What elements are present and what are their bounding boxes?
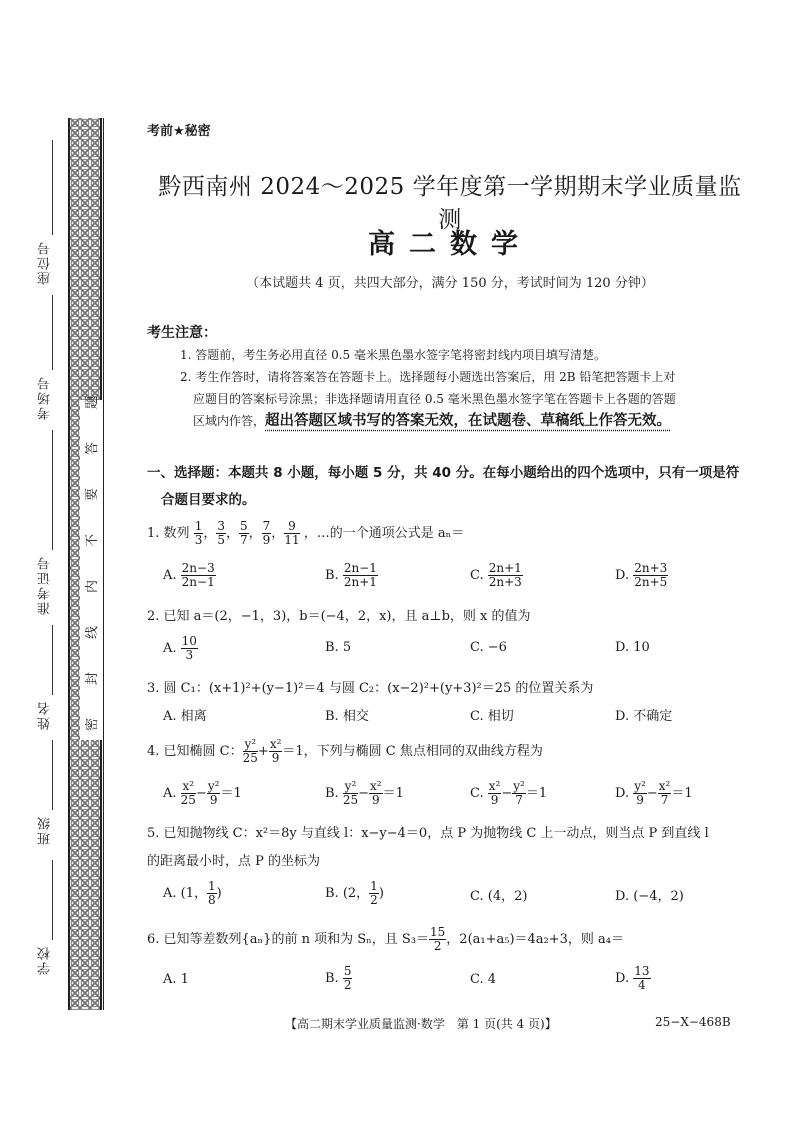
seal-char: 密 — [85, 717, 101, 732]
q5-b-den: 2 — [370, 893, 378, 907]
q4-option-frac-2 — [207, 780, 221, 807]
q1-option — [325, 562, 378, 589]
q4-option-frac-2-den: 9 — [371, 793, 380, 807]
q6-option-b — [325, 965, 352, 992]
q2-a-den: 3 — [185, 648, 194, 662]
q6-d-label: D. — [615, 971, 630, 986]
q4-option-frac-2 — [369, 780, 383, 807]
q2-a-num: 10 — [181, 634, 197, 648]
q5-option-a — [163, 880, 222, 907]
paper-code: 25−X−468B — [655, 1015, 731, 1029]
notice-item-2a: 2. 考生作答时，请将答案答在答题卡上。选择题每小题选出答案后，用 2B 铅笔把答题卡上对 — [180, 370, 676, 384]
q6-pre: 6. 已知等差数列{aₙ}的前 n 项和为 Sₙ，且 S₃＝ — [147, 932, 430, 947]
q2-a-fraction — [181, 635, 198, 662]
q4-option-frac-2 — [658, 780, 672, 807]
q1-term-den: 3 — [194, 533, 203, 547]
section-1-heading — [147, 460, 759, 514]
q4-option-label: A. — [163, 786, 181, 801]
seal-line — [103, 118, 104, 1010]
notice-item-2c-text: 区域内作答， — [193, 414, 266, 428]
q4-frac-2 — [269, 738, 283, 765]
q4-option-eq: ＝1 — [671, 786, 693, 801]
q4-option-frac-1-num: x² — [182, 779, 195, 793]
class-label: 班级 — [38, 815, 53, 845]
q4-f1-num: y² — [244, 737, 257, 751]
q1-option-label: B. — [325, 568, 343, 583]
exam-title: 黔西南州 2024～2025 学年度第一学期期末学业质量监测 — [158, 174, 742, 233]
q4-option-label: B. — [325, 786, 343, 801]
q5-option-d: D. (−4，2) — [615, 889, 684, 904]
q4-option-minus: − — [646, 786, 658, 801]
q1-option-label: D. — [615, 568, 634, 583]
q3-option-d: D. 不确定 — [615, 709, 673, 724]
q6-d-num: 13 — [634, 964, 650, 978]
q1-option-fraction-num: 2n+1 — [488, 561, 522, 575]
q2-option-c: C. −6 — [470, 640, 507, 655]
q6-b-num: 5 — [343, 964, 352, 978]
q2-option-a — [163, 635, 198, 662]
q4-option-minus: − — [195, 786, 207, 801]
q6-option-a: A. 1 — [163, 972, 189, 987]
q1-suffix: ，…的一个通项公式是 aₙ＝ — [303, 526, 465, 541]
q4-option-frac-1 — [181, 780, 196, 807]
q4-option-frac-2-num: y² — [513, 779, 525, 793]
q5-b-label: B. — [325, 886, 339, 901]
question-1 — [147, 520, 767, 547]
exam-room-label: 考场号 — [38, 375, 53, 420]
q1-term-num: 3 — [217, 519, 225, 533]
q4-post: ＝1，下列与椭圆 C 焦点相同的双曲线方程为 — [282, 744, 543, 759]
q5-a-label: A. — [163, 886, 177, 901]
q4-option-frac-1-num: x² — [488, 779, 501, 793]
q4-option-frac-2-den: 7 — [660, 793, 669, 807]
q1-option-fraction-num: 2n−3 — [181, 561, 215, 575]
notice-item-1: 1. 答题前，考生务必用直径 0.5 毫米黑色墨水签字笔将密封线内项目填写清楚。 — [180, 348, 606, 362]
q5-a-pre: (1， — [180, 886, 208, 901]
q4-option-label: C. — [470, 786, 488, 801]
q4-option-label: D. — [615, 786, 634, 801]
q1-option-label: C. — [470, 568, 488, 583]
q6-option-c: C. 4 — [470, 972, 497, 987]
q1-term-num: 1 — [194, 519, 203, 533]
q1-option-fraction — [633, 562, 668, 589]
q4-pre: 4. 已知椭圆 C： — [147, 744, 243, 759]
q1-sequence — [194, 519, 300, 547]
q6-option-d — [615, 965, 651, 992]
q5-b-fraction — [369, 880, 379, 907]
question-6 — [147, 926, 767, 953]
q1-term-num: 7 — [262, 519, 271, 533]
school-line — [52, 860, 53, 940]
school-label: 学校 — [38, 945, 53, 975]
q3-option-c: C. 相切 — [470, 709, 514, 724]
q1-term — [216, 520, 226, 547]
q5-a-fraction — [207, 880, 217, 907]
secret-mark: 考前★秘密 — [147, 124, 211, 139]
q6-b-den: 2 — [343, 978, 352, 992]
seal-char: 答 — [85, 441, 101, 456]
q5-b-num: 1 — [370, 879, 378, 893]
notice-emphasis: 超出答题区域书写的答案无效，在试题卷、草稿纸上作答无效。 — [265, 413, 672, 429]
q4-option — [325, 780, 404, 807]
q5-a-den: 8 — [208, 893, 216, 907]
q4-f1-den: 25 — [242, 751, 258, 765]
q1-option-fraction — [343, 562, 378, 589]
q6-b-label: B. — [325, 971, 339, 986]
q4-f2-den: 9 — [271, 751, 280, 765]
q1-term — [194, 520, 204, 547]
q4-option-frac-1 — [633, 780, 647, 807]
question-3: 3. 圆 C₁：(x+1)²+(y−1)²＝4 与圆 C₂：(x−2)²+(y+3)²＝25 的位置关系为 — [147, 681, 594, 696]
seal-char: 题 — [85, 395, 101, 410]
q6-post: ，2(a₁+a₅)＝4a₂+3，则 a₄＝ — [446, 932, 625, 947]
name-line — [52, 625, 53, 695]
q1-term-den: 7 — [240, 533, 248, 547]
seal-char: 不 — [85, 533, 101, 548]
notice-item-2c — [193, 411, 753, 431]
q6-b-fraction — [343, 965, 353, 992]
exam-room-line — [52, 295, 53, 370]
q1-term-den: 9 — [262, 533, 271, 547]
q6-d-fraction — [633, 965, 650, 992]
section-1-line-2: 合题目要求的。 — [161, 492, 256, 508]
q1-term-num: 9 — [284, 520, 299, 534]
q4-option — [470, 780, 547, 807]
admission-line — [52, 430, 53, 550]
q4-option-eq: ＝1 — [382, 786, 404, 801]
q4-frac-1 — [243, 738, 258, 765]
seal-char: 要 — [85, 487, 101, 502]
q1-term-den: 5 — [217, 533, 225, 547]
question-4: 4. 已知椭圆 C： $\frac{\text{y²}}{25}$ + $\frac{\text{x²}}{9}$ ＝1，下列与椭圆 C 焦点相同的双曲线方程为 — [147, 737, 543, 765]
q1-option-fraction-den: 2n+1 — [343, 575, 377, 589]
q4-option-frac-2-den: 7 — [515, 793, 523, 807]
q1-option-label: A. — [163, 568, 181, 583]
q1-option — [470, 562, 523, 589]
q4-option-eq: ＝1 — [220, 786, 242, 801]
q1-option-fraction-den: 2n+3 — [488, 575, 522, 589]
class-line — [52, 740, 53, 810]
q6-den: 2 — [433, 939, 442, 953]
q2-option-d: D. 10 — [615, 640, 650, 655]
q1-prefix: 1. 数列 — [147, 526, 190, 541]
q1-term-den: 11 — [284, 533, 300, 547]
q1-option — [163, 562, 216, 589]
q5-option-b — [325, 880, 384, 907]
q4-option-frac-1 — [488, 780, 502, 807]
q4-option-eq: ＝1 — [525, 786, 548, 801]
q1-option-fraction-den: 2n+5 — [634, 575, 668, 589]
q1-sep: ， — [225, 526, 239, 541]
q5-option-c: C. (4，2) — [470, 889, 528, 904]
q4-option-frac-2-num: x² — [658, 779, 671, 793]
q1-term-num: 5 — [240, 519, 248, 533]
q4-option — [615, 780, 693, 807]
q1-term — [262, 520, 272, 547]
q2-a-label: A. — [163, 641, 177, 656]
notice-item-2b: 应题目的答案标号涂黑；非选择题请用直径 0.5 毫米黑色墨水签字笔在答题卡上各题的答题 — [193, 392, 676, 406]
q1-sep: ， — [203, 526, 217, 541]
q1-term — [239, 520, 249, 547]
q1-option-fraction-num: 2n+3 — [634, 561, 668, 575]
section-1-line-1: 一、选择题：本题共 8 小题，每小题 5 分，共 40 分。在每小题给出的四个选项中，只有一项是符 — [147, 465, 740, 481]
notice-heading: 考生注意： — [147, 325, 217, 341]
q1-option — [615, 562, 668, 589]
q4-option-frac-2-num: y² — [207, 779, 220, 793]
q3-option-b: B. 相交 — [325, 709, 369, 724]
seat-line — [52, 140, 53, 235]
q4-option-frac-2 — [512, 780, 526, 807]
q4-option-minus: − — [358, 786, 370, 801]
q4-option-frac-1-den: 9 — [490, 793, 499, 807]
q6-num: 15 — [430, 925, 446, 939]
q5-b-post: ) — [378, 886, 384, 901]
q3-option-a: A. 相离 — [163, 709, 207, 724]
name-label: 姓名 — [38, 700, 53, 730]
seat-label: 座位号 — [38, 240, 53, 285]
q1-sep: ， — [248, 526, 262, 541]
q1-option-fraction-den: 2n−1 — [181, 575, 215, 589]
q6-fraction — [429, 926, 446, 953]
seal-char: 封 — [85, 671, 101, 686]
question-5-line-2: 的距离最小时，点 P 的坐标为 — [147, 854, 321, 869]
q1-sep: ， — [271, 526, 285, 541]
q5-a-post: ) — [216, 886, 222, 901]
q4-option-frac-2-num: x² — [370, 779, 382, 793]
admission-label: 准考证号 — [38, 555, 53, 615]
q2-option-b: B. 5 — [325, 640, 352, 655]
q4-option-frac-1-den: 9 — [636, 793, 644, 807]
q4-option-frac-1 — [343, 780, 358, 807]
exam-info: （本试题共 4 页，共四大部分，满分 150 分，考试时间为 120 分钟） — [246, 276, 654, 291]
q5-b-pre: (2， — [342, 886, 370, 901]
q1-option-fraction-num: 2n−1 — [343, 561, 377, 575]
q4-option — [163, 780, 242, 807]
q6-d-den: 4 — [638, 978, 646, 992]
q4-option-frac-1-den: 25 — [342, 793, 359, 807]
q4-option-frac-1-num: y² — [634, 779, 646, 793]
seal-char: 内 — [85, 579, 101, 594]
q4-option-frac-2-den: 9 — [209, 793, 218, 807]
question-2: 2. 已知 a＝(2，−1，3)，b＝(−4，2，x)，且 a⊥b，则 x 的值为 — [147, 609, 531, 624]
page-footer: 【高二期末学业质量监测·数学 第 1 页(共 4 页)】 — [285, 1017, 557, 1031]
subject-title: 高二数学 — [368, 229, 532, 260]
q4-f2-num: x² — [269, 737, 282, 751]
q1-option-fraction — [488, 562, 523, 589]
q4-option-frac-1-den: 25 — [180, 793, 196, 807]
q1-term — [284, 520, 299, 547]
q4-option-minus: − — [501, 786, 513, 801]
seal-char: 线 — [85, 625, 101, 640]
q5-a-num: 1 — [208, 879, 216, 893]
q1-option-fraction — [181, 562, 216, 589]
q4-option-frac-1-num: y² — [344, 779, 357, 793]
question-5-line-1: 5. 已知抛物线 C：x²＝8y 与直线 l：x−y−4＝0，点 P 为抛物线 C 上一动点，则当点 P 到直线 l — [147, 826, 709, 841]
